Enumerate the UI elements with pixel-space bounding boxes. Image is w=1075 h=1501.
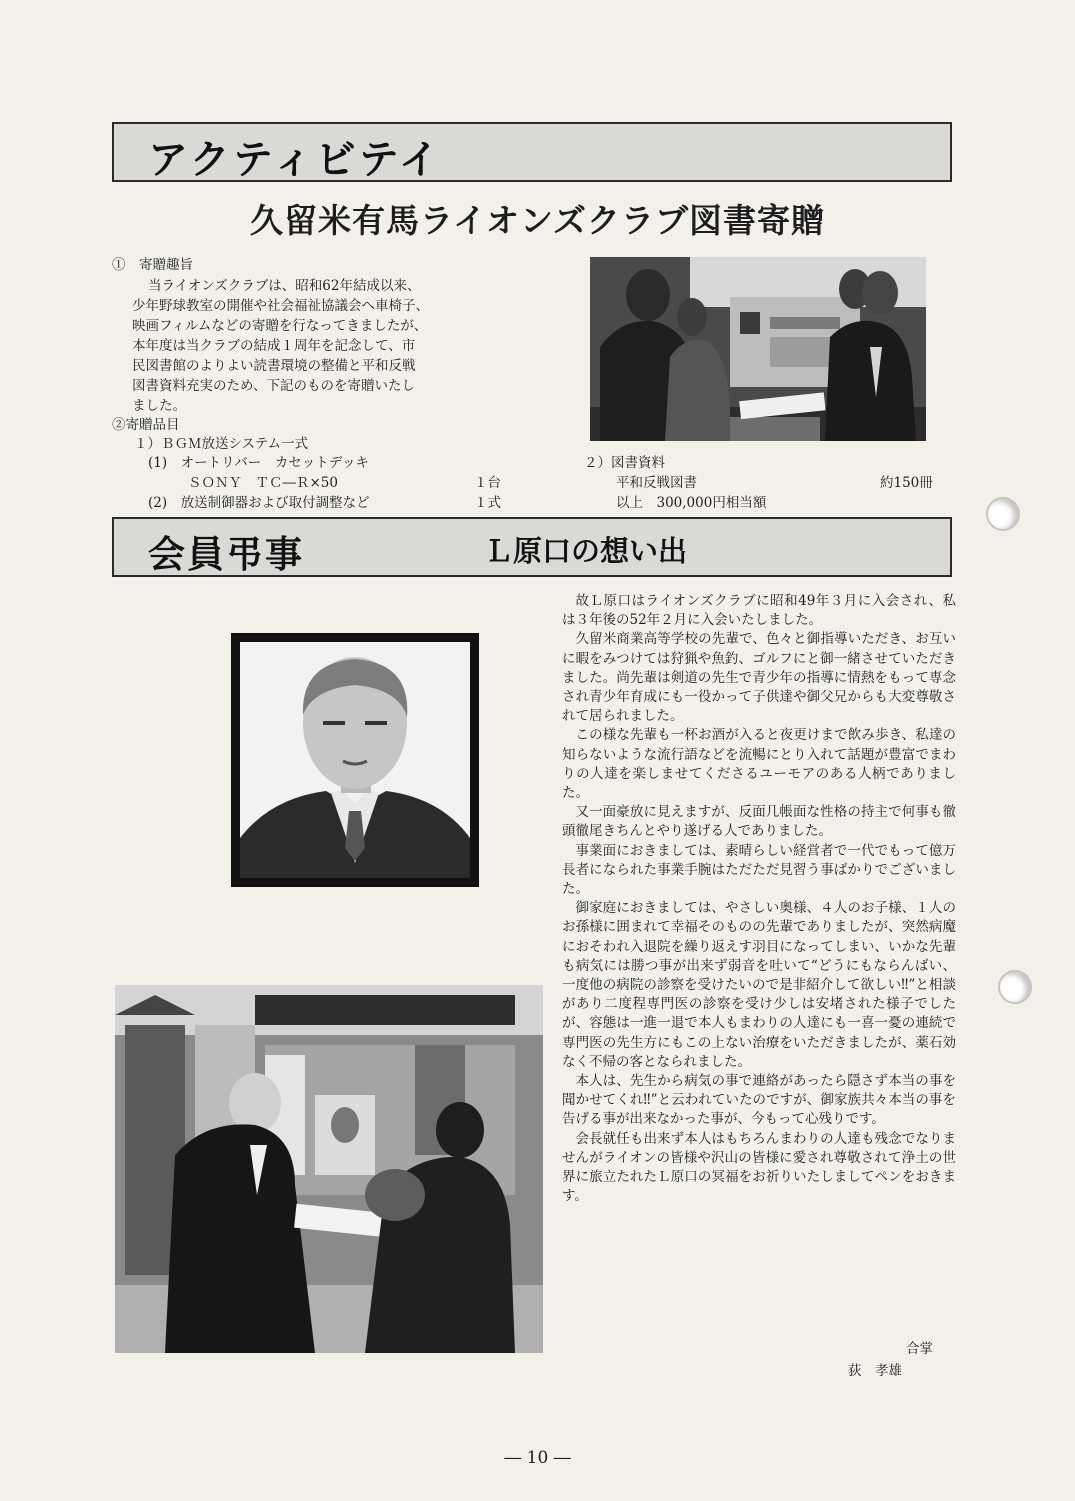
item2-line1: 平和反戦図書 [616, 475, 697, 491]
activity-subtitle: 久留米有馬ライオンズクラブ図書寄贈 [249, 201, 826, 240]
memorial-banner [112, 517, 952, 577]
memorial-text-column [562, 592, 956, 1207]
memorial-paragraph: この様な先輩も一杯お酒が入ると夜更けまで飲み歩き、私達の知らないような流行語などを流暢にとり入れて話題が豊富でまわりの人達を楽しませてくださるユーモアのある人柄でありました。 [562, 727, 956, 802]
memorial-banner-subtitle: Ｌ原口の想い出 [484, 534, 688, 568]
section1-line-6: 図書資料充実のため、下記のものを寄贈いたし [132, 378, 415, 394]
section1-line-5: 民図書館のよりよい読書環境の整備と平和反戦 [132, 358, 416, 374]
activity-banner [112, 122, 952, 182]
item1-sub2-qty: １式 [474, 495, 501, 511]
activity-banner-title: アクティビテイ [148, 137, 442, 183]
item1-heading: １）ＢＧＭ放送システム一式 [134, 436, 309, 452]
section1-line-2: 少年野球教室の開催や社会福祉協議会へ車椅子、 [132, 298, 429, 314]
section2-heading: ②寄贈品目 [112, 417, 180, 433]
item2-line2: 以上 300,000円相当額 [616, 495, 767, 511]
memorial-closing: 合掌 [906, 1341, 933, 1357]
section1-line-3: 映画フィルムなどの寄贈を行なってきましたが、 [132, 318, 428, 334]
item2-line1-qty: 約150冊 [880, 475, 933, 491]
funeral-ceremony-photo [115, 985, 543, 1353]
memorial-banner-title: 会員弔事 [148, 533, 304, 576]
section1-heading: ① 寄贈趣旨 [112, 257, 193, 273]
memorial-paragraph: 会長就任も出来ず本人はもちろんまわりの人達も残念でなりませんがライオンの皆様や沢山の皆様に愛され尊敬されて浄土の世界に旅立たれたＬ原口の冥福をお祈りいたしましてペンをおきます。 [562, 1130, 956, 1205]
book-donation-photo [590, 257, 926, 441]
funeral-ceremony-photo-art [115, 985, 543, 1353]
book-donation-photo-art [590, 257, 926, 441]
item1-sub1-qty: １台 [474, 475, 501, 491]
binder-hole-bottom [998, 970, 1032, 1004]
section1-line-4: 本年度は当クラブの結成１周年を記念して、市 [132, 338, 416, 354]
binder-hole-top [986, 497, 1020, 531]
memorial-paragraph: 故Ｌ原口はライオンズクラブに昭和49年３月に入会され、私は３年後の52年２月に入会いたしました。 [562, 593, 956, 629]
memorial-paragraph: 又一面豪放に見えますが、反面几帳面な性格の持主で何事も徹頭徹尾きちんとやり遂げる人でありました。 [562, 804, 956, 840]
item1-sub1-model: ＳＯＮＹ ＴＣ―Ｒ×50 [188, 475, 338, 491]
memorial-paragraph: 久留米商業高等学校の先輩で、色々と御指導いただき、お互いに暇をみつけては狩猟や魚釣、ゴルフにと御一緒させていただきました。尚先輩は剣道の先生で青少年の指導に情熱をもって専念され青少年育成にも一役かって子供達や御父兄からも大変尊敬されて居られました。 [562, 631, 956, 725]
item2-heading: ２）図書資料 [584, 455, 665, 471]
memorial-paragraph: 御家庭におきましては、やさしい奥様、４人のお子様、１人のお孫様に囲まれて幸福そのものの先輩でありましたが、突然病魔におそわれ入退院を繰り返えす羽目になってしまい、いかな先輩も病気には勝つ事が出来ず弱音を吐いて“どうにもならんばい、一度他の病院の診察を受けたいので是非紹介して欲しい‼”と相談があり二度程専門医の診察を受け少しは安堵された様子でしたが、容態は一進一退で本人もまわりの人達にも一喜一憂の連続で専門医の先生方にもこの上ない治療をいただきましたが、薬石効なく不帰の客となられました。 [562, 900, 956, 1070]
section1-line-1: 当ライオンズクラブは、昭和62年結成以来、 [148, 278, 421, 294]
memorial-paragraph: 本人は、先生から病気の事で連絡があったら隠さず本当の事を聞かせてくれ‼”と云われていたのですが、御家族共々本当の事を告げる事が出来なかった事が、今もって心残りです。 [562, 1073, 956, 1128]
portrait-photo-art [231, 633, 479, 887]
memorial-author: 荻 孝雄 [848, 1363, 902, 1379]
item1-sub2: (2) 放送制御器および取付調整など [148, 495, 370, 511]
page-number: ― 10 ― [504, 1448, 571, 1468]
item1-sub1: (1) オートリバー カセットデッキ [148, 455, 369, 471]
section1-line-7: ました。 [132, 398, 186, 414]
memorial-paragraph: 事業面におきましては、素晴らしい経営者で一代でもって億万長者になられた事業手腕はただただ見習う事ばかりでございました。 [562, 842, 956, 898]
portrait-photo [231, 633, 479, 887]
